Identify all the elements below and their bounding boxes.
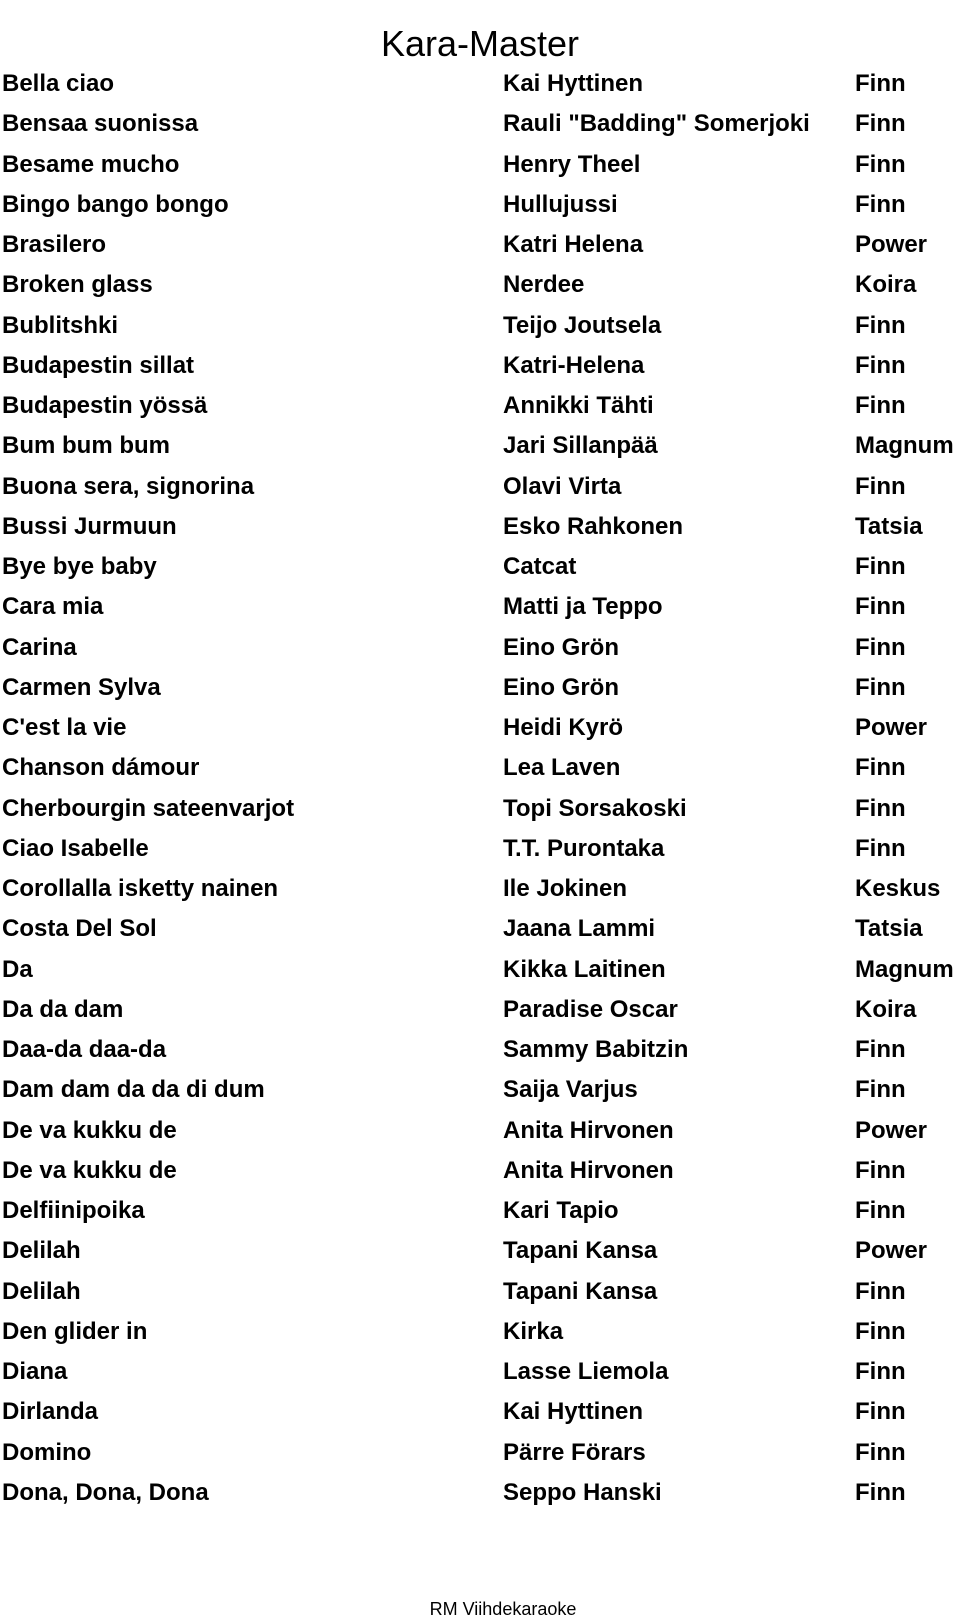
song-title: Delilah: [2, 1277, 81, 1305]
song-label: Power: [855, 1237, 928, 1265]
song-row: [0, 1473, 960, 1513]
song-title: Da: [2, 955, 33, 983]
song-row: [0, 1191, 960, 1231]
song-label: Keskus: [855, 875, 941, 902]
song-artist: Kai Hyttinen: [503, 70, 644, 97]
song-title: Besame mucho: [2, 150, 180, 178]
song-artist: Kai Hyttinen: [503, 1398, 644, 1426]
song-artist: Topi Sorsakoski: [503, 794, 687, 822]
song-row: [0, 668, 960, 708]
song-row: [0, 1070, 960, 1110]
song-artist: Rauli "Badding" Somerjoki: [503, 110, 810, 138]
song-label: Finn: [855, 150, 906, 178]
song-row: [0, 628, 960, 668]
song-artist: Jaana Lammi: [503, 915, 656, 943]
song-title: Carina: [2, 633, 77, 661]
song-title: Den glider in: [2, 1317, 148, 1345]
song-label: Finn: [855, 70, 906, 97]
song-artist: Kikka Laitinen: [503, 955, 666, 983]
song-row: [0, 467, 960, 507]
song-row: [0, 104, 960, 144]
song-row: [0, 950, 960, 990]
song-title: Dona, Dona, Dona: [2, 1478, 209, 1506]
song-label: Power: [855, 714, 928, 741]
song-row: [0, 1392, 960, 1432]
song-label: Finn: [855, 1317, 906, 1345]
song-label: Finn: [855, 673, 906, 701]
song-artist: Olavi Virta: [503, 472, 622, 500]
song-artist: Saija Varjus: [503, 1076, 638, 1104]
song-artist: Catcat: [503, 553, 577, 580]
song-row: [0, 265, 960, 305]
song-row: [0, 386, 960, 426]
song-title: Bingo bango bongo: [2, 190, 229, 218]
song-label: Koira: [855, 271, 917, 299]
song-label: Finn: [855, 392, 906, 419]
song-label: Finn: [855, 794, 906, 822]
song-artist: Annikki Tähti: [503, 392, 654, 419]
page-title: Kara-Master: [380, 23, 580, 65]
song-title: Bye bye baby: [2, 553, 157, 580]
song-label: Finn: [855, 1156, 906, 1184]
song-label: Finn: [855, 633, 906, 661]
song-title: Diana: [2, 1358, 68, 1385]
song-title: Bublitshki: [2, 311, 119, 339]
song-title: Buona sera, signorina: [2, 472, 255, 500]
song-label: Power: [855, 1116, 928, 1144]
song-label: Finn: [855, 110, 906, 138]
song-title: Bella ciao: [2, 70, 115, 97]
song-row: [0, 1231, 960, 1271]
song-row: [0, 547, 960, 587]
song-title: Ciao Isabelle: [2, 834, 149, 862]
song-label: Finn: [855, 593, 906, 621]
song-artist: Kari Tapio: [503, 1197, 619, 1224]
song-artist: Teijo Joutsela: [503, 311, 662, 339]
song-artist: Nerdee: [503, 271, 585, 299]
song-row: [0, 306, 960, 346]
song-artist: Pärre Förars: [503, 1438, 646, 1466]
song-row: [0, 869, 960, 909]
song-row: [0, 1312, 960, 1352]
song-title: Carmen Sylva: [2, 673, 161, 701]
song-row: [0, 1272, 960, 1312]
song-title: Budapestin sillat: [2, 351, 195, 379]
song-artist: Tapani Kansa: [503, 1237, 658, 1265]
song-row: [0, 587, 960, 627]
song-row: [0, 748, 960, 788]
song-title: Budapestin yössä: [2, 392, 208, 419]
song-row: [0, 1151, 960, 1191]
song-label: Tatsia: [855, 915, 923, 943]
song-label: Finn: [855, 190, 906, 218]
song-label: Finn: [855, 311, 906, 339]
song-row: [0, 1111, 960, 1151]
song-row: [0, 426, 960, 466]
song-artist: Seppo Hanski: [503, 1478, 662, 1506]
song-title: Da da dam: [2, 995, 124, 1023]
song-title: Daa-da daa-da: [2, 1036, 167, 1063]
song-artist: Hullujussi: [503, 190, 618, 218]
song-title: Dirlanda: [2, 1398, 99, 1426]
song-artist: Kirka: [503, 1317, 564, 1345]
song-artist: Heidi Kyrö: [503, 714, 624, 741]
song-title: Costa Del Sol: [2, 915, 157, 943]
song-label: Tatsia: [855, 512, 923, 540]
song-label: Magnum: [855, 432, 954, 460]
page-footer: RM Viihdekaraoke: [429, 1599, 577, 1619]
song-row: [0, 789, 960, 829]
song-title: Corollalla isketty nainen: [2, 875, 279, 902]
song-artist: Esko Rahkonen: [503, 512, 684, 540]
song-label: Finn: [855, 1478, 906, 1506]
song-artist: Anita Hirvonen: [503, 1156, 674, 1184]
song-label: Finn: [855, 553, 906, 580]
song-title: C'est la vie: [2, 714, 127, 741]
song-label: Finn: [855, 1277, 906, 1305]
song-label: Finn: [855, 1076, 906, 1104]
song-artist: Sammy Babitzin: [503, 1036, 689, 1063]
song-artist: T.T. Purontaka: [503, 834, 665, 862]
song-row: [0, 64, 960, 104]
song-label: Finn: [855, 1398, 906, 1426]
song-artist: Paradise Oscar: [503, 995, 678, 1023]
song-row: [0, 1352, 960, 1392]
song-artist: Anita Hirvonen: [503, 1116, 674, 1144]
song-title: De va kukku de: [2, 1116, 177, 1144]
song-row: [0, 145, 960, 185]
song-title: Bensaa suonissa: [2, 110, 199, 138]
song-artist: Ile Jokinen: [503, 875, 628, 902]
song-label: Finn: [855, 1438, 906, 1466]
song-title: Bum bum bum: [2, 432, 170, 460]
song-label: Power: [855, 231, 928, 258]
song-row: [0, 909, 960, 949]
song-title: Broken glass: [2, 271, 153, 299]
song-label: Koira: [855, 995, 917, 1023]
song-label: Magnum: [855, 955, 954, 983]
song-title: Chanson dámour: [2, 754, 200, 782]
song-title: Delfiinipoika: [2, 1197, 145, 1224]
song-artist: Lea Laven: [503, 754, 621, 782]
song-artist: Tapani Kansa: [503, 1277, 658, 1305]
song-row: [0, 185, 960, 225]
song-label: Finn: [855, 1358, 906, 1385]
song-row: [0, 829, 960, 869]
song-artist: Eino Grön: [503, 633, 619, 661]
song-artist: Eino Grön: [503, 673, 619, 701]
song-row: [0, 1433, 960, 1473]
song-row: [0, 507, 960, 547]
song-title: Dam dam da da di dum: [2, 1076, 265, 1104]
song-title: Delilah: [2, 1237, 81, 1265]
song-list: [0, 64, 960, 1513]
song-row: [0, 1030, 960, 1070]
song-row: [0, 708, 960, 748]
song-artist: Henry Theel: [503, 150, 641, 178]
song-title: De va kukku de: [2, 1156, 177, 1184]
song-title: Cara mia: [2, 593, 104, 621]
song-label: Finn: [855, 351, 906, 379]
song-label: Finn: [855, 1036, 906, 1063]
song-label: Finn: [855, 472, 906, 500]
song-row: [0, 346, 960, 386]
song-label: Finn: [855, 754, 906, 782]
song-label: Finn: [855, 1197, 906, 1224]
song-artist: Katri-Helena: [503, 351, 645, 379]
song-row: [0, 225, 960, 265]
song-title: Cherbourgin sateenvarjot: [2, 794, 295, 822]
song-row: [0, 990, 960, 1030]
song-title: Brasilero: [2, 231, 107, 258]
song-label: Finn: [855, 834, 906, 862]
song-artist: Jari Sillanpää: [503, 432, 658, 460]
song-artist: Lasse Liemola: [503, 1358, 669, 1385]
song-artist: Katri Helena: [503, 231, 644, 258]
song-title: Domino: [2, 1438, 92, 1466]
song-artist: Matti ja Teppo: [503, 593, 663, 621]
song-title: Bussi Jurmuun: [2, 512, 177, 540]
